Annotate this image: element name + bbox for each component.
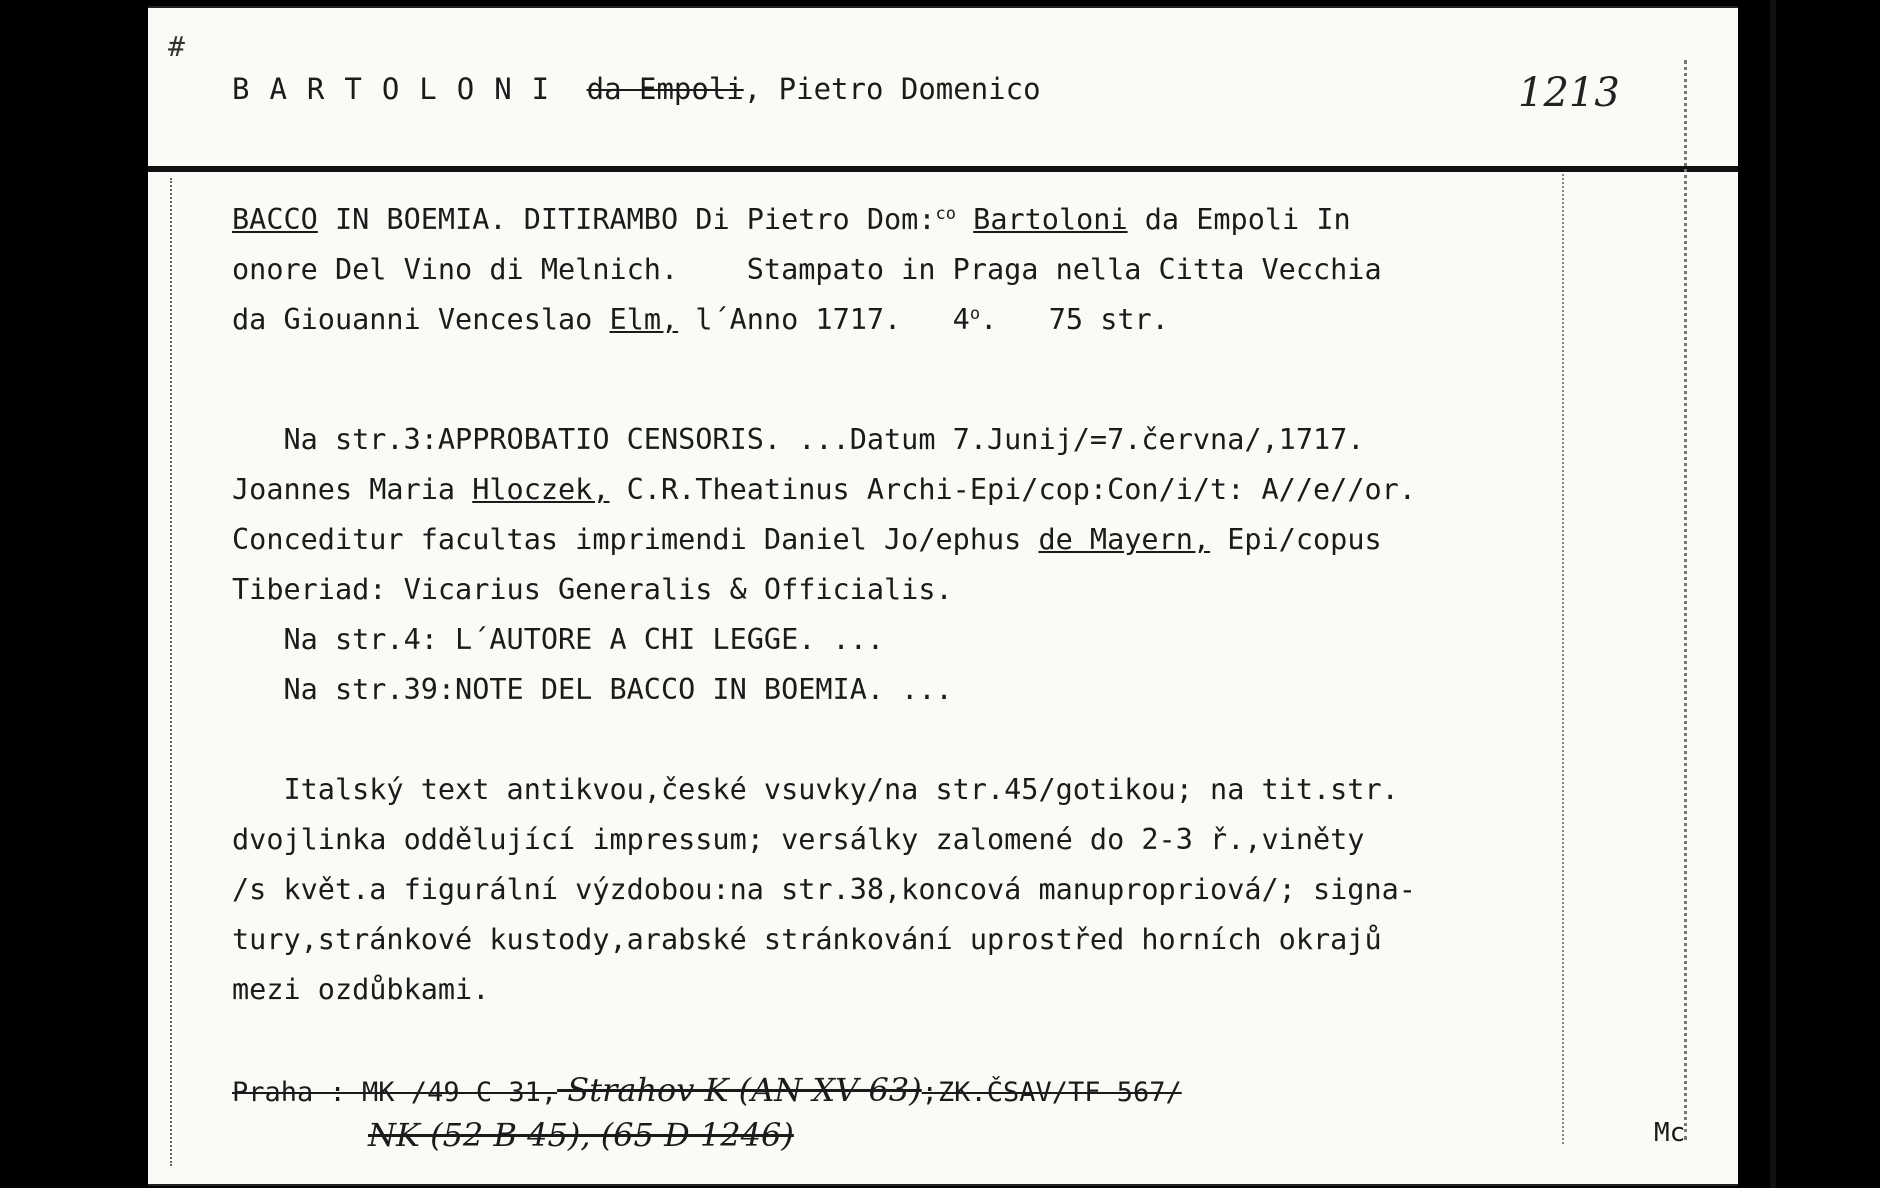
catalog-number: 1213 [1518, 70, 1620, 116]
desc-line-5: mezi ozdůbkami. [232, 973, 490, 1006]
scan-edge-band [1770, 0, 1776, 1188]
body-line-5: Na str.4: L´AUTORE A CHI LEGGE. ... [232, 623, 885, 656]
body-line-4: Tiberiad: Vicarius Generalis & Officialis. [232, 573, 953, 606]
body-line-6: Na str.39:NOTE DEL BACCO IN BOEMIA. ... [232, 673, 953, 706]
body-line-3: Conceditur facultas imprimendi Daniel Jo/ephus de Mayern, Epi/copus [232, 523, 1382, 556]
catalog-card [148, 6, 1738, 1186]
author-surname: BARTOLONI [232, 72, 570, 106]
card-heading [232, 72, 1041, 106]
printer-name-underlined: Elm, [609, 303, 679, 336]
author-name-underlined: Bartoloni [973, 203, 1128, 236]
author-given-names: , Pietro Domenico [743, 72, 1041, 106]
header-rule [148, 166, 1738, 172]
location-handwritten-2: NK (52 B 45), (65 D 1246) [368, 1116, 794, 1154]
location-line-1 [232, 1071, 1182, 1109]
title-word-underlined: BACCO [232, 203, 318, 236]
desc-line-2: dvojlinka oddělující impressum; versálky zalomené do 2-3 ř.,viněty [232, 823, 1365, 856]
scan-margin-dots [1684, 60, 1691, 1140]
desc-line-4: tury,stránkové kustody,arabské stránkování uprostřed horních okrajů [232, 923, 1382, 956]
location-struck-1: Praha : MK /49 C 31, [232, 1077, 558, 1108]
body-line-2: Joannes Maria Hloczek, C.R.Theatinus Archi-Epi/cop:Con/i/t: A//e//or. [232, 473, 1416, 506]
cataloger-initials: Mc [1654, 1118, 1686, 1148]
body-line-1: Na str.3:APPROBATIO CENSORIS. ...Datum 7.Junij/=7.června/,1717. [232, 423, 1365, 456]
title-line-2: onore Del Vino di Melnich. Stampato in Praga nella Citta Vecchia [232, 253, 1382, 286]
title-line-3: da Giouanni Venceslao Elm, l´Anno 1717. 4$^o$. 75 str. [232, 303, 1169, 336]
desc-line-1: Italský text antikvou,české vsuvky/na str.45/gotikou; na tit.str. [232, 773, 1399, 806]
location-struck-2: ;ZK.ČSAV/TF 567/ [921, 1077, 1182, 1108]
desc-line-3: /s květ.a figurální výzdobou:na str.38,koncová manupropriová/; signa- [232, 873, 1416, 906]
location-handwritten-1: Strahov K (AN XV 63) [557, 1071, 922, 1109]
right-dotted-margin [1562, 174, 1564, 1144]
corner-mark: # [168, 30, 185, 63]
left-dotted-margin [170, 178, 172, 1166]
author-origin-struck: da Empoli [586, 72, 744, 106]
title-line-1: BACCO IN BOEMIA. DITIRAMBO Di Pietro Dom:$^{co}$ Bartoloni da Empoli In [232, 203, 1351, 236]
